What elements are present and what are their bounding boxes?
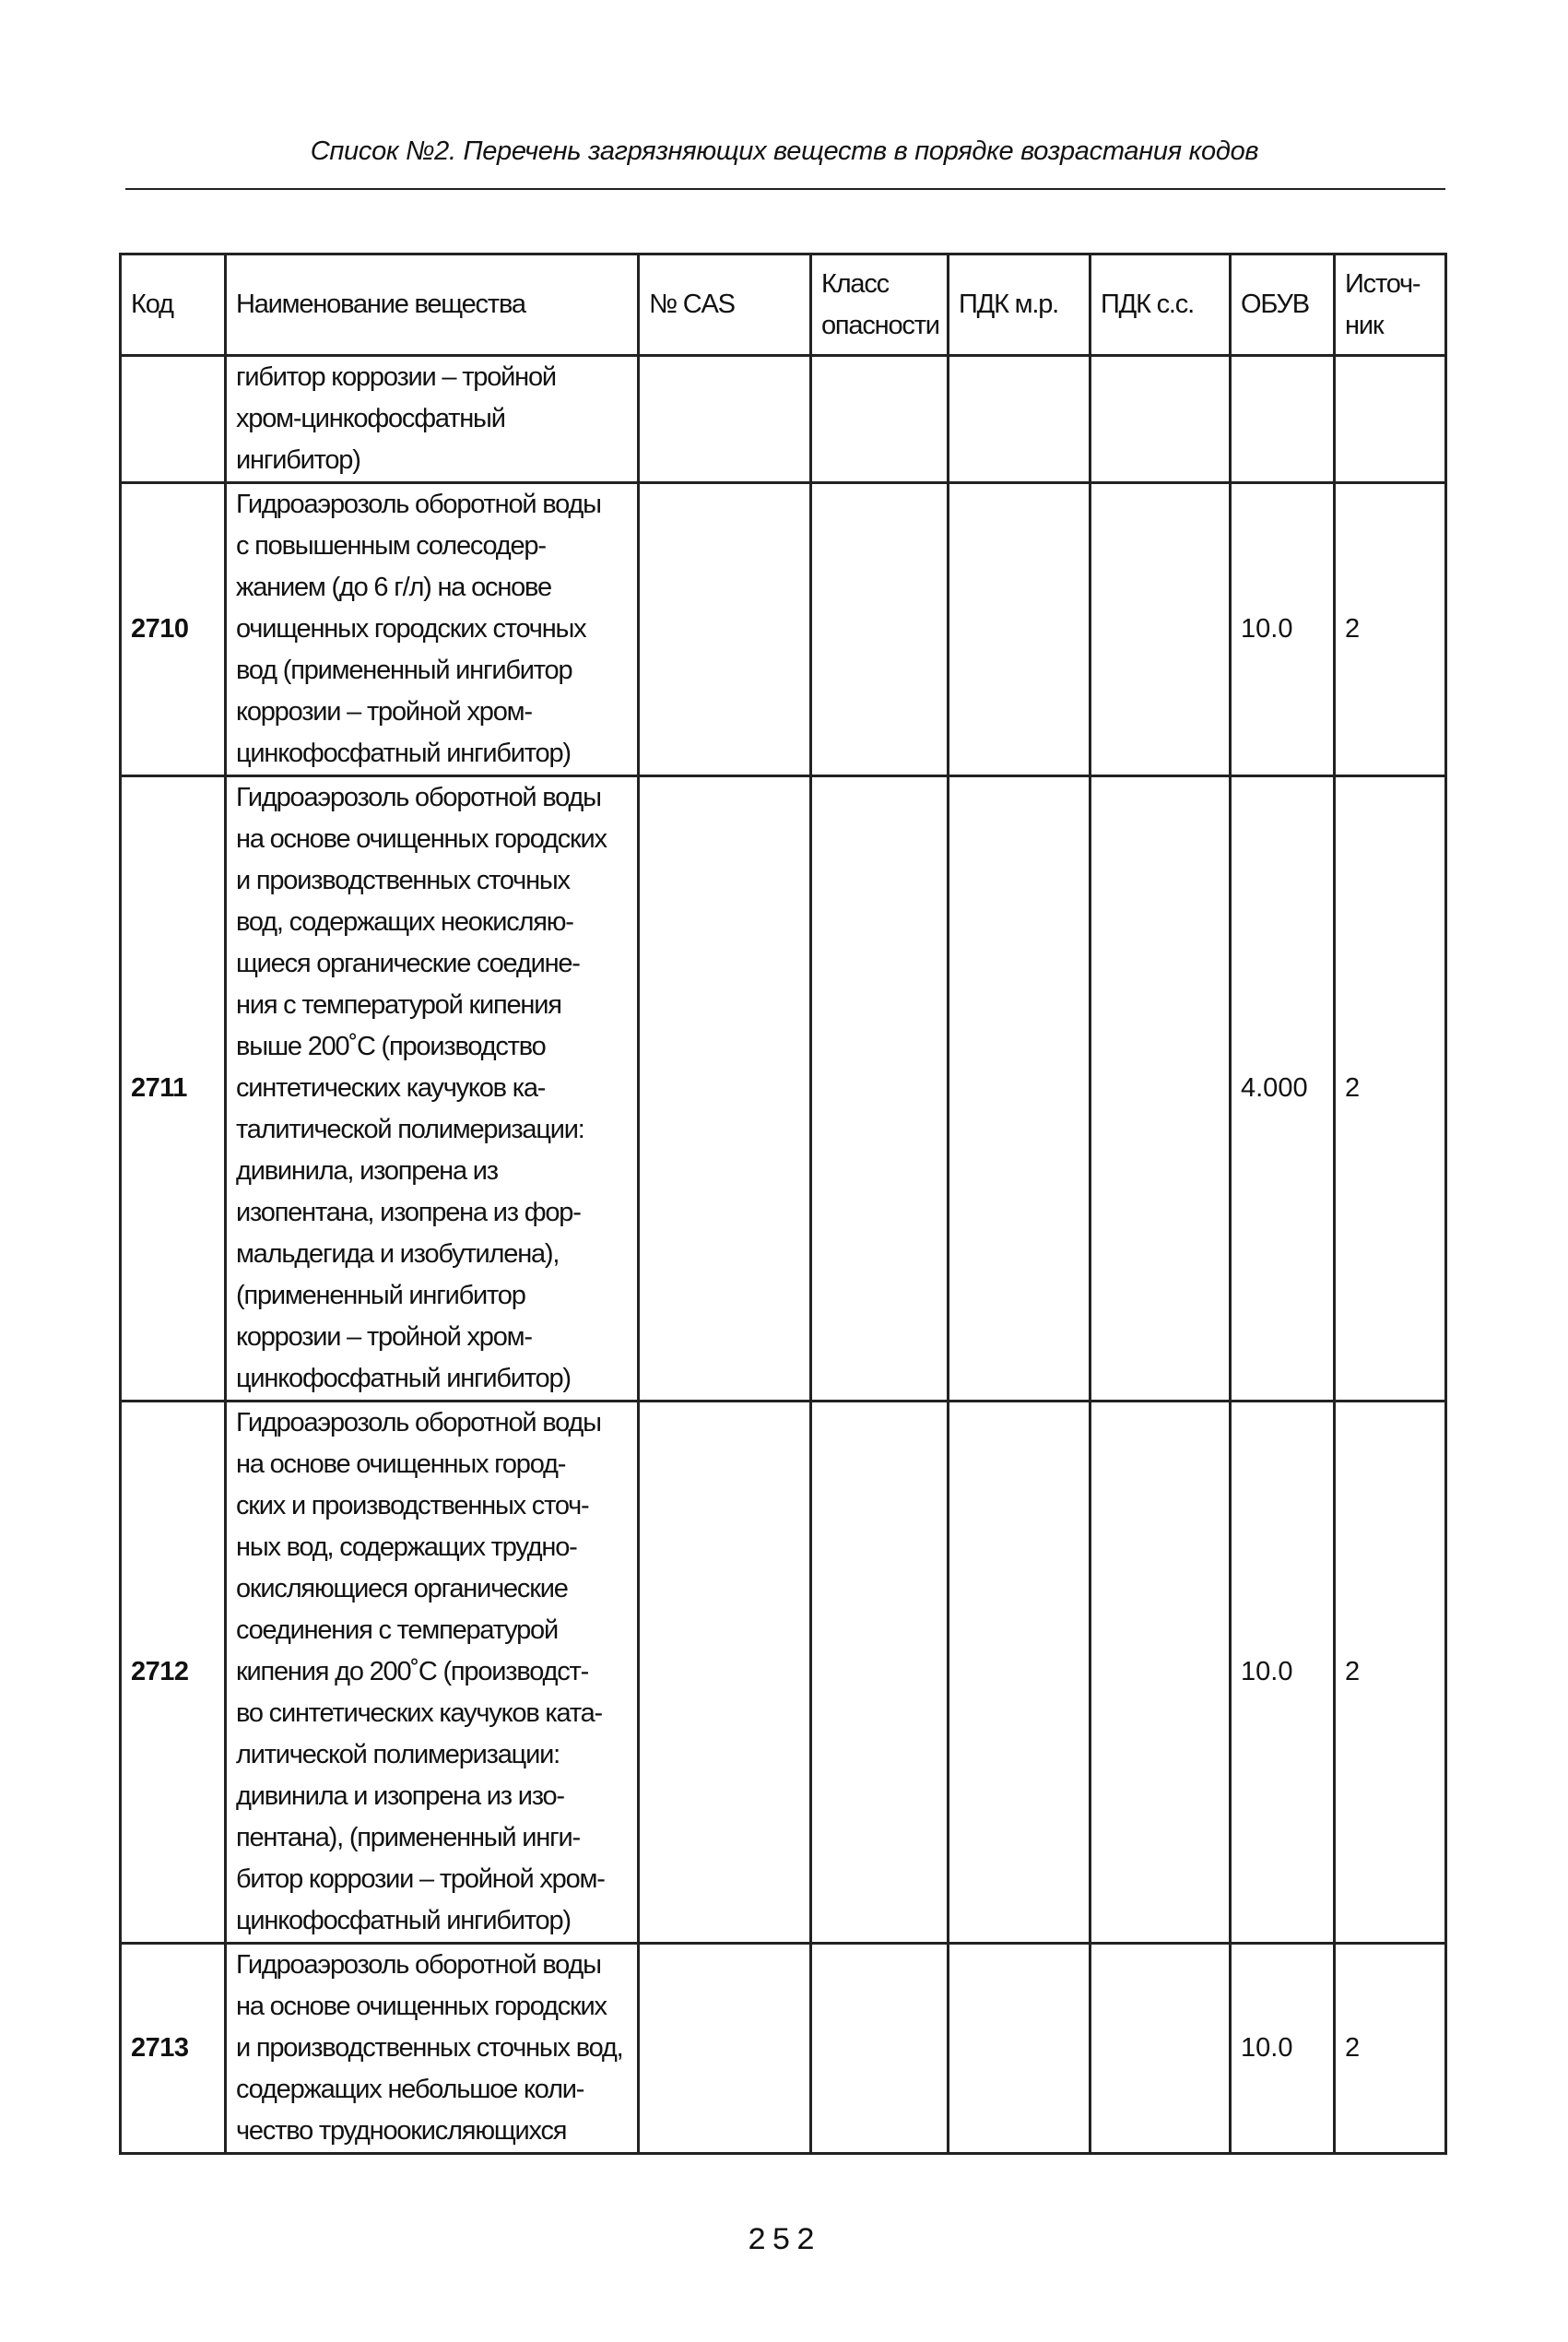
- header-source-line2: ник: [1345, 310, 1384, 340]
- cell-pdk-mr: [949, 776, 1091, 1402]
- cell-name-line: Гидроаэрозоль оборотной воды: [236, 490, 601, 519]
- cell-source: 2: [1335, 1944, 1446, 2154]
- cell-name-line: Гидроаэрозоль оборотной воды: [236, 783, 601, 812]
- cell-name-line: кипения до 200˚С (производст-: [236, 1657, 589, 1686]
- header-name: Наименование вещества: [226, 254, 639, 356]
- cell-name-line: (примененный ингибитор: [236, 1281, 525, 1310]
- cell-hazard-class: [811, 1402, 949, 1944]
- cell-name-line: щиеся органические соедине-: [236, 949, 580, 978]
- table-row: [121, 483, 1446, 776]
- header-hazard-class-line2: опасности: [821, 310, 939, 340]
- cell-code: 2712: [121, 1402, 226, 1944]
- cell-name-line: коррозии – тройной хром-: [236, 1322, 532, 1352]
- cell-name-line: очищенных городских сточных: [236, 614, 586, 644]
- cell-pdk-ss: [1091, 1402, 1231, 1944]
- cell-name-line: содержащих небольшое коли-: [236, 2075, 584, 2104]
- cell-hazard-class: [811, 356, 949, 483]
- header-hazard-class: [811, 254, 949, 356]
- cell-code: 2710: [121, 483, 226, 776]
- table-row: [121, 776, 1446, 1402]
- cell-hazard-class: [811, 1944, 949, 2154]
- cell-cas: [639, 1402, 811, 1944]
- table-row: [121, 356, 1446, 483]
- cell-source: 2: [1335, 776, 1446, 1402]
- cell-name-line: цинкофосфатный ингибитор): [236, 739, 571, 768]
- cell-name-line: Гидроаэрозоль оборотной воды: [236, 1408, 601, 1437]
- cell-name-line: цинкофосфатный ингибитор): [236, 1906, 571, 1935]
- cell-pdk-mr: [949, 356, 1091, 483]
- cell-hazard-class: [811, 776, 949, 1402]
- cell-cas: [639, 776, 811, 1402]
- header-cas: № CAS: [639, 254, 811, 356]
- cell-name-line: с повышенным солесодер-: [236, 531, 546, 561]
- cell-cas: [639, 356, 811, 483]
- cell-name: [226, 776, 639, 1402]
- cell-name-line: хром-цинкофосфатный: [236, 404, 505, 433]
- cell-name-line: коррозии – тройной хром-: [236, 697, 532, 727]
- cell-name-line: синтетических каучуков ка-: [236, 1073, 546, 1103]
- cell-obuv: 10.0: [1231, 1402, 1335, 1944]
- cell-name: [226, 483, 639, 776]
- cell-name-line: ных вод, содержащих трудно-: [236, 1532, 577, 1562]
- cell-code: 2711: [121, 776, 226, 1402]
- cell-cas: [639, 483, 811, 776]
- cell-name-line: цинкофосфатный ингибитор): [236, 1364, 571, 1393]
- cell-pdk-ss: [1091, 483, 1231, 776]
- cell-source: [1335, 356, 1446, 483]
- cell-name-line: выше 200˚С (производство: [236, 1032, 546, 1061]
- header-pdk-ss: ПДК с.с.: [1091, 254, 1231, 356]
- cell-obuv: 4.000: [1231, 776, 1335, 1402]
- cell-name: [226, 356, 639, 483]
- table-row: [121, 1944, 1446, 2154]
- cell-name-line: вод (примененный ингибитор: [236, 656, 572, 685]
- cell-name-line: соединения с температурой: [236, 1615, 558, 1645]
- cell-name-line: во синтетических каучуков ката-: [236, 1698, 602, 1728]
- header-source: [1335, 254, 1446, 356]
- cell-name-line: ния с температурой кипения: [236, 990, 561, 1020]
- header-obuv: ОБУВ: [1231, 254, 1335, 356]
- running-head: Список №2. Перечень загрязняющих веществ в порядке возрастания кодов: [310, 136, 1259, 166]
- cell-name-line: ингибитор): [236, 445, 360, 475]
- cell-source: 2: [1335, 1402, 1446, 1944]
- cell-name-line: дивинила, изопрена из: [236, 1156, 498, 1186]
- cell-pdk-mr: [949, 483, 1091, 776]
- table-header-row: [121, 254, 1446, 356]
- cell-name: [226, 1402, 639, 1944]
- cell-name-line: изопентана, изопрена из фор-: [236, 1198, 581, 1227]
- header-source-line1: Источ-: [1345, 268, 1421, 299]
- cell-name-line: и производственных сточных: [236, 866, 570, 895]
- cell-name-line: вод, содержащих неокисляю-: [236, 907, 573, 937]
- header-code: Код: [121, 254, 226, 356]
- substances-table: [119, 253, 1447, 2155]
- cell-name-line: битор коррозии – тройной хром-: [236, 1864, 605, 1894]
- cell-cas: [639, 1944, 811, 2154]
- cell-obuv: 10.0: [1231, 1944, 1335, 2154]
- page-number: 252: [747, 2224, 821, 2259]
- cell-name-line: окисляющиеся органические: [236, 1574, 568, 1603]
- cell-pdk-ss: [1091, 356, 1231, 483]
- cell-source: 2: [1335, 483, 1446, 776]
- cell-name-line: на основе очищенных городских: [236, 824, 607, 854]
- cell-code: [121, 356, 226, 483]
- cell-obuv: 10.0: [1231, 483, 1335, 776]
- cell-pdk-ss: [1091, 1944, 1231, 2154]
- table-row: [121, 1402, 1446, 1944]
- cell-code: 2713: [121, 1944, 226, 2154]
- cell-name-line: гибитор коррозии – тройной: [236, 362, 556, 392]
- cell-obuv: [1231, 356, 1335, 483]
- header-rule: [125, 188, 1445, 190]
- cell-name-line: литической полимеризации:: [236, 1740, 560, 1769]
- cell-name-line: мальдегида и изобутилена),: [236, 1239, 560, 1269]
- cell-name-line: пентана), (примененный инги-: [236, 1823, 580, 1852]
- cell-name-line: жанием (до 6 г/л) на основе: [236, 573, 551, 602]
- header-pdk-mr: ПДК м.р.: [949, 254, 1091, 356]
- cell-hazard-class: [811, 483, 949, 776]
- cell-pdk-mr: [949, 1402, 1091, 1944]
- header-hazard-class-line1: Класс: [821, 268, 889, 299]
- cell-name-line: чество трудноокисляющихся: [236, 2116, 567, 2146]
- cell-name-line: Гидроаэрозоль оборотной воды: [236, 1950, 601, 1980]
- cell-name-line: дивинила и изопрена из изо-: [236, 1781, 564, 1811]
- cell-name-line: на основе очищенных городских: [236, 1992, 607, 2021]
- cell-pdk-mr: [949, 1944, 1091, 2154]
- cell-name-line: ских и производственных сточ-: [236, 1491, 589, 1520]
- cell-pdk-ss: [1091, 776, 1231, 1402]
- cell-name-line: и производственных сточных вод,: [236, 2033, 623, 2063]
- cell-name-line: талитической полимеризации:: [236, 1115, 584, 1144]
- cell-name-line: на основе очищенных город-: [236, 1449, 566, 1479]
- cell-name: [226, 1944, 639, 2154]
